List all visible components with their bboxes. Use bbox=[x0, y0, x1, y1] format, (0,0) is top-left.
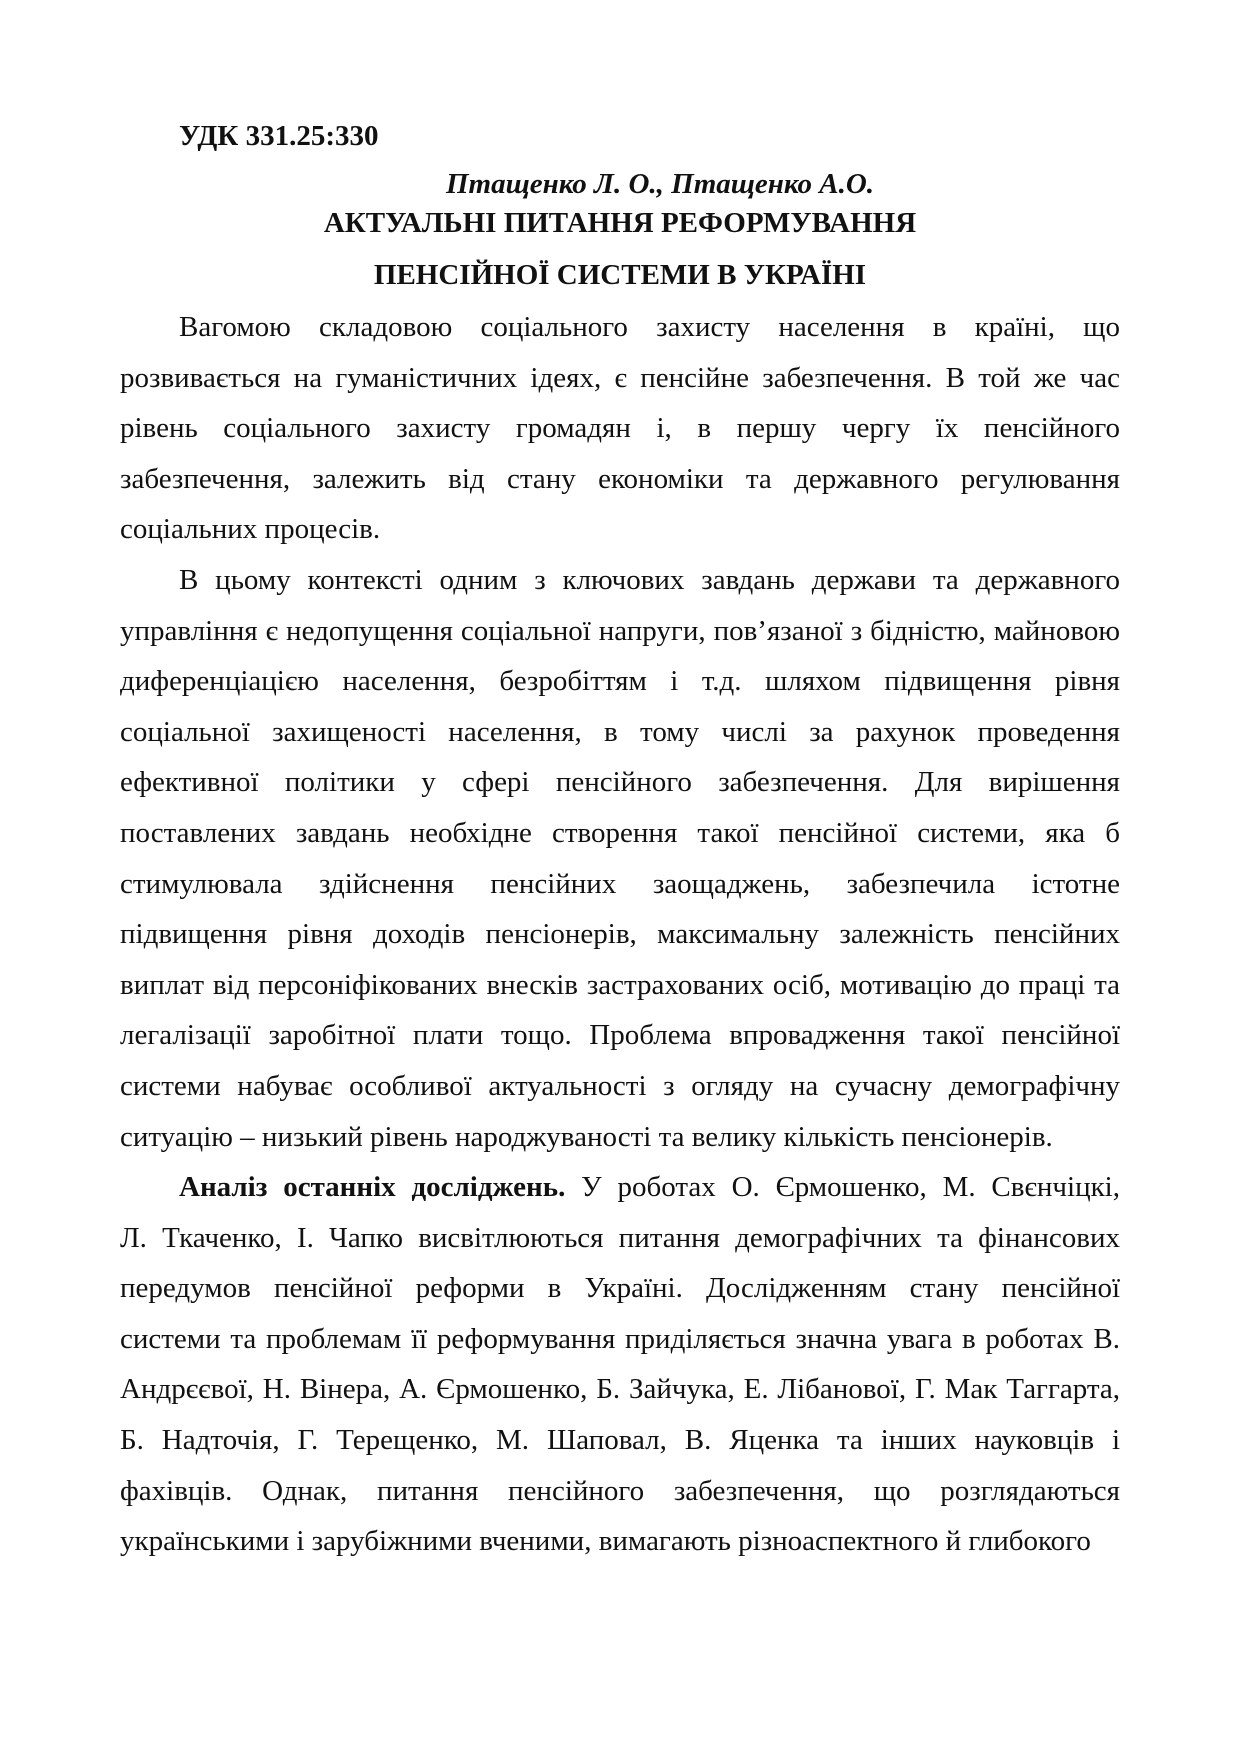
text-line: Вагомою складовою соціального захисту населення в країні, що bbox=[179, 311, 1120, 343]
paragraph bbox=[120, 1162, 1120, 1567]
text-line: ефективної політики у сфері пенсійного забезпечення. Для вирішення bbox=[120, 766, 1120, 799]
authors: Птащенко Л. О., Птащенко А.О. bbox=[445, 168, 875, 200]
article-title-line-1: АКТУАЛЬНІ ПИТАННЯ РЕФОРМУВАННЯ bbox=[323, 207, 917, 239]
text-line: передумов пенсійної реформи в Україні. Дослідженням стану пенсійної bbox=[120, 1272, 1120, 1305]
text-line: системи набуває особливої актуальності з огляду на сучасну демографічну bbox=[120, 1069, 1120, 1102]
text-line bbox=[120, 1162, 1120, 1213]
text-line: Андрєєвої, Н. Вінера, А. Єрмошенко, Б. Зайчука, Е. Лібанової, Г. Мак Таггарта, bbox=[120, 1373, 1120, 1406]
text-line: рівень соціального захисту громадян і, в першу чергу їх пенсійного bbox=[120, 412, 1120, 445]
text-line: Б. Надточія, Г. Терещенко, М. Шаповал, В. Яценка та інших науковців і bbox=[120, 1424, 1120, 1457]
section-lead-heading: Аналіз останніх досліджень. bbox=[179, 1171, 566, 1204]
text-line: В цьому контексті одним з ключових завдань держави та державного bbox=[179, 563, 1120, 596]
text-line-rest: У роботах О. Єрмошенко, М. Свєнчіцкі, bbox=[565, 1171, 1120, 1204]
text-line: соціальних процесів. bbox=[120, 513, 381, 546]
text-line: Л. Ткаченко, І. Чапко висвітлюються питання демографічних та фінансових bbox=[120, 1221, 1120, 1254]
text-line: системи та проблемам її реформування приділяється значна увага в роботах В. bbox=[120, 1322, 1120, 1355]
text-line: соціальної захищеності населення, в тому числі за рахунок проведення bbox=[120, 715, 1120, 748]
text-line: диференціацією населення, безробіттям і т.д. шляхом підвищення рівня bbox=[120, 665, 1120, 698]
text-line: підвищення рівня доходів пенсіонерів, максимальну залежність пенсійних bbox=[120, 918, 1120, 951]
article-body bbox=[120, 302, 1120, 1567]
text-line: стимулювала здійснення пенсійних заощаджень, забезпечила істотне bbox=[120, 867, 1120, 900]
text-line: ситуацію – низький рівень народжуваності та велику кількість пенсіонерів. bbox=[120, 1120, 1053, 1153]
text-line: фахівців. Однак, питання пенсійного забезпечення, що розглядаються bbox=[120, 1474, 1120, 1507]
text-line: українськими і зарубіжними вченими, вимагають різноаспектного й глибокого bbox=[120, 1525, 1091, 1558]
article-title-line-2: ПЕНСІЙНОЇ СИСТЕМИ В УКРАЇНІ bbox=[373, 259, 867, 291]
paragraph bbox=[120, 555, 1120, 1162]
text-line: виплат від персоніфікованих внесків застрахованих осіб, мотивацію до праці та bbox=[120, 968, 1120, 1001]
text-line: розвивається на гуманістичних ідеях, є пенсійне забезпечення. В той же час bbox=[120, 361, 1120, 394]
text-line: управління є недопущення соціальної напруги, пов’язаної з бідністю, майновою bbox=[120, 614, 1120, 647]
text-line: поставлених завдань необхідне створення такої пенсійної системи, яка б bbox=[120, 816, 1120, 849]
text-line: забезпечення, залежить від стану економіки та державного регулювання bbox=[120, 462, 1120, 495]
udc-code: УДК 331.25:330 bbox=[179, 120, 379, 152]
text-line: легалізації заробітної плати тощо. Проблема впровадження такої пенсійної bbox=[120, 1019, 1120, 1052]
paragraph bbox=[120, 302, 1120, 555]
